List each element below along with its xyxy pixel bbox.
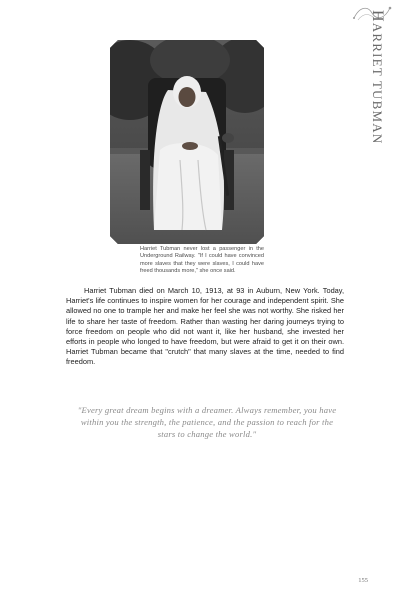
running-header <box>354 0 400 150</box>
running-title-rest: ARRIET TUBMAN <box>370 22 385 145</box>
page-number: 155 <box>358 577 368 584</box>
body-paragraph: Harriet Tubman died on March 10, 1913, at 93 in Auburn, New York. Today, Harriet's life continues to inspire women for her courage and independent spirit. She allowed no one to trample her and make her feel she was not worthy. She risked her life to share her taste of freedom. Rather than wasting her daring journeys trying to force freedom on people who did not want it, like her husband, she invested her efforts in people who longed to have freedom, but were afraid to get it on their own. Harriet Tubman became that "crutch" that many slaves at the time, needed to find freedom. <box>66 286 344 367</box>
portrait-photo-icon <box>110 40 264 244</box>
photo-caption: Harriet Tubman never lost a passenger in the Underground Railway. "If I could have convinced more slaves that they were slaves, I could have freed thousands more," she once said. <box>140 246 264 275</box>
running-title-cap: H <box>369 10 386 23</box>
portrait-photo <box>110 40 264 244</box>
pull-quote: "Every great dream begins with a dreamer. Always remember, you have within you the strength, the patience, and the passion to reach for the stars to change the world." <box>77 405 337 439</box>
running-title <box>368 10 386 144</box>
